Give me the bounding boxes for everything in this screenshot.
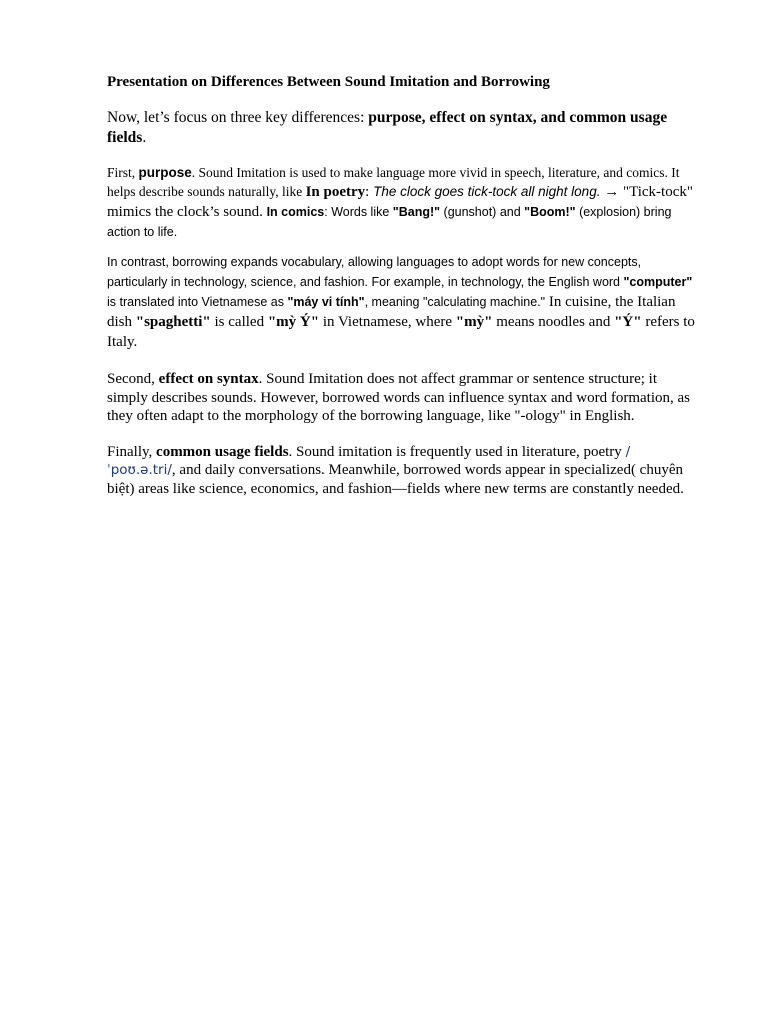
p2-bold-computer: "computer" — [623, 275, 693, 289]
p3-text-1: Second, — [107, 371, 159, 387]
p2-text-8: refers to Italy. — [107, 314, 695, 350]
p2-text-7: means noodles and — [492, 314, 615, 330]
p2-text-6: in Vietnamese, where — [319, 314, 456, 330]
p1-bold-bang: "Bang!" — [392, 205, 441, 219]
p1-text-1: First, — [107, 165, 139, 180]
p3-bold-effect-on-syntax: effect on syntax — [158, 371, 259, 387]
p3-text-2: . Sound Imitation does not affect grammar or sentence structure; it simply describes sounds. However, borrowed words can influence syntax and word formation, as they often adapt to the morphology of the borrowing language, like "-ology" in English. — [107, 371, 691, 424]
p2-bold-y: "Ý" — [614, 314, 642, 330]
p1-text-5: : Words like — [324, 205, 393, 219]
p1-text-6: (gunshot) and — [440, 205, 525, 219]
p4-text-2: . Sound imitation is frequently used in literature, poetry — [288, 443, 626, 460]
p2-bold-spaghetti: "spaghetti" — [135, 314, 211, 330]
p4-ipa-poetry: /ˈpoʊ.ə.tri/ — [107, 443, 631, 478]
syntax-paragraph — [107, 370, 697, 426]
p4-text-3: , and daily conversations. Meanwhile, borrowed words appear in specialized( chuyên biệt) areas like science, economics, and fashion—fields where new terms are constantly needed. — [107, 462, 684, 497]
intro-paragraph — [107, 108, 697, 148]
p4-bold-common-usage-fields: common usage fields — [156, 443, 289, 460]
p1-text-3: : — [365, 184, 374, 200]
document-page — [107, 72, 697, 515]
intro-end: . — [142, 129, 147, 146]
p2-text-5: is called — [210, 314, 268, 330]
p1-text-7: (explosion) bring action to life. — [107, 205, 672, 239]
p1-text-2: . Sound Imitation is used to make language more vivid in speech, literature, and comics. It helps describe sounds naturally, like — [107, 165, 680, 199]
document-title: Presentation on Differences Between Sound Imitation and Borrowing — [107, 74, 550, 90]
p1-bold-boom: "Boom!" — [524, 205, 576, 219]
p2-text-3: , meaning "calculating machine." — [364, 295, 546, 309]
intro-bold: purpose, effect on syntax, and common usage fields — [107, 109, 668, 146]
p1-italic-example: The clock goes tick-tock all night long. — [373, 184, 601, 199]
p2-bold-my: "mỳ" — [455, 314, 493, 330]
borrowing-paragraph — [107, 252, 697, 352]
p2-text-1: In contrast, borrowing expands vocabulary, allowing languages to adopt words for new concepts, particularly in technology, science, and fashion. For example, in technology, the English word — [107, 255, 642, 289]
p1-bold-purpose: purpose — [138, 165, 192, 180]
p2-bold-may-vi-tinh: "máy vi tính" — [287, 295, 365, 309]
p1-bold-in-comics: In comics — [266, 205, 325, 219]
intro-lead: Now, let’s focus on three key differences: — [107, 109, 369, 126]
p1-text-4: → "Tick-tock" mimics the clock’s sound. — [107, 184, 693, 220]
p1-bold-in-poetry: In poetry — [305, 184, 366, 200]
usage-fields-paragraph — [107, 443, 697, 499]
purpose-paragraph — [107, 163, 697, 242]
p2-text-2: is translated into Vietnamese as — [107, 295, 288, 309]
p2-bold-my-y: "mỳ Ý" — [267, 314, 320, 330]
p2-text-4: In cuisine, the Italian dish — [107, 294, 676, 330]
p4-text-1: Finally, — [107, 443, 157, 460]
